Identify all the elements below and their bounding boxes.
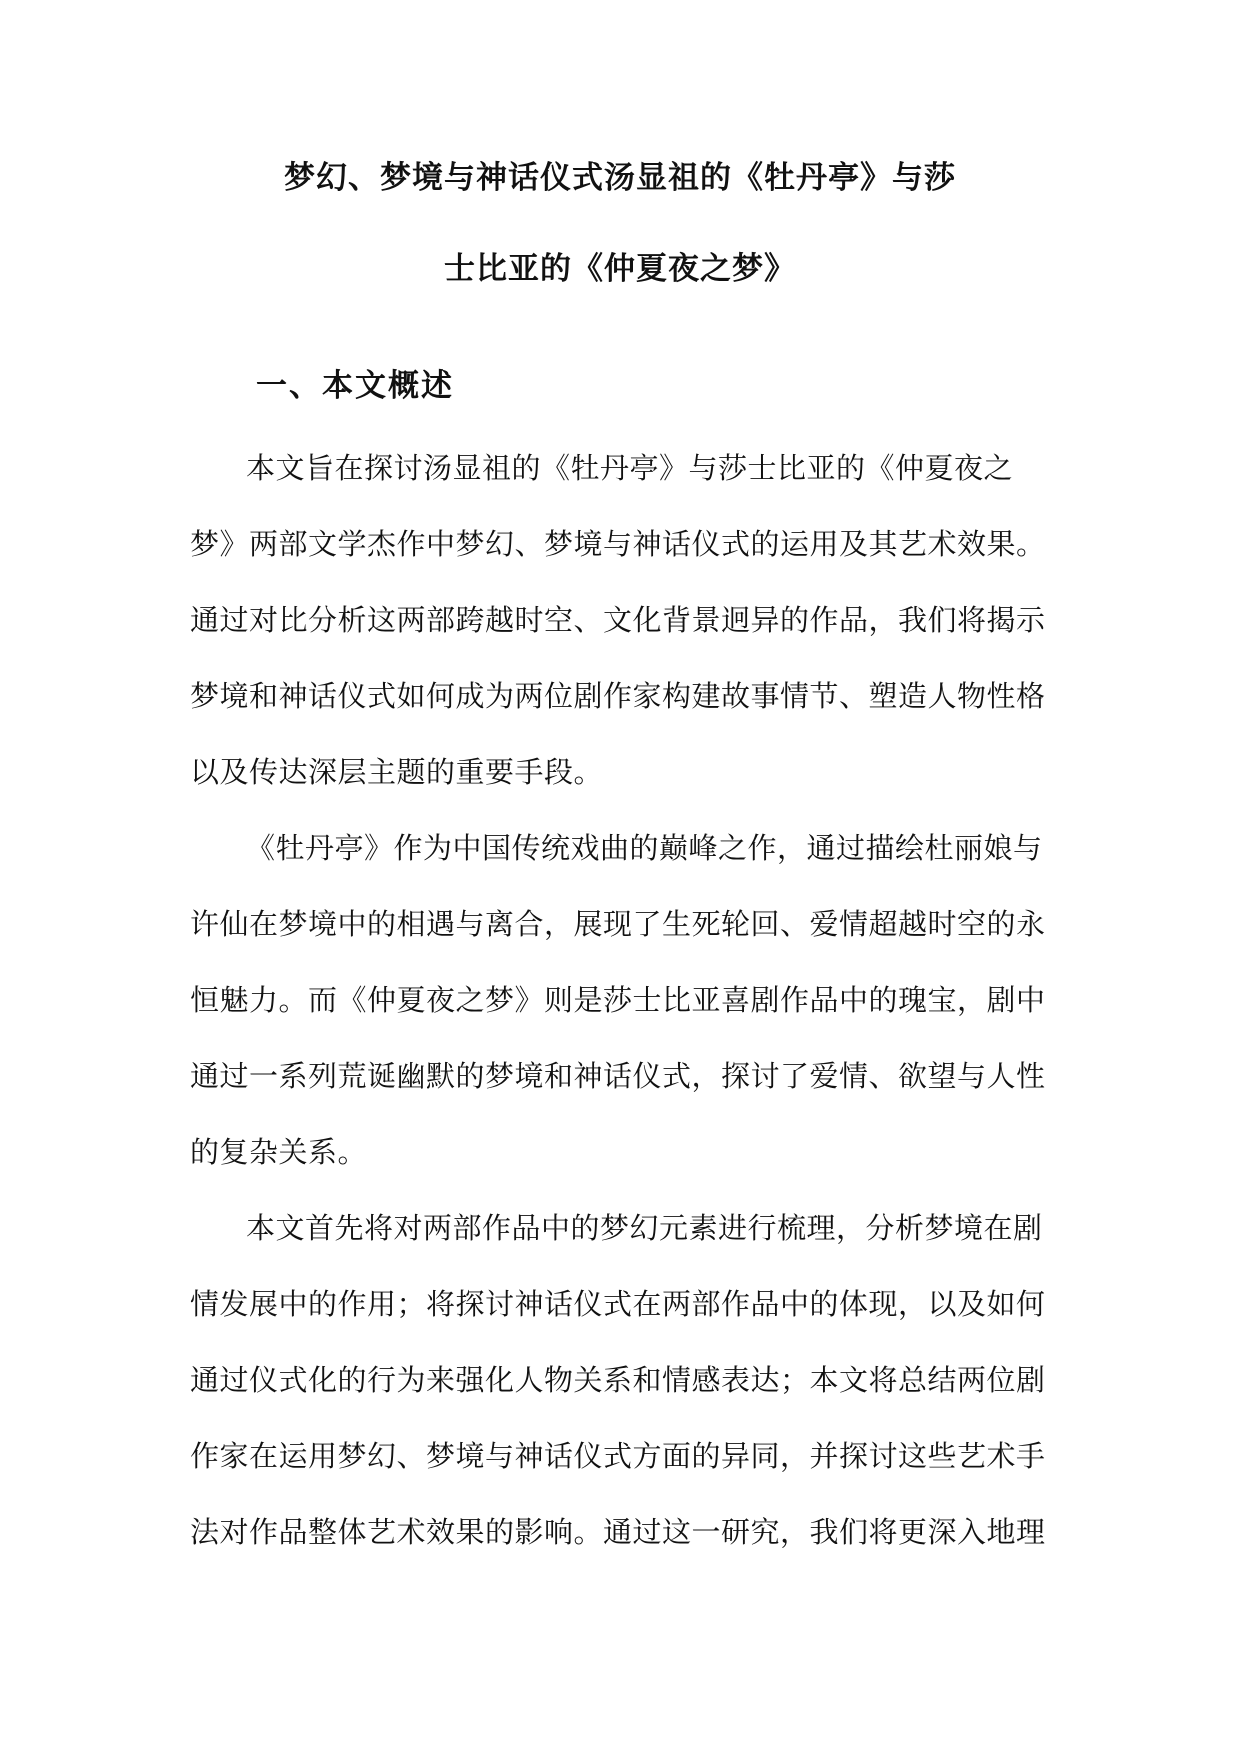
paragraph-2-line-2: 许仙在梦境中的相遇与离合，展现了生死轮回、爱情超越时空的永 <box>190 907 1046 941</box>
paragraph-3-line-3: 通过仪式化的行为来强化人物关系和情感表达；本文将总结两位剧 <box>190 1363 1046 1397</box>
paragraph-1-line-1: 本文旨在探讨汤显祖的《牡丹亭》与莎士比亚的《仲夏夜之 <box>246 451 1014 485</box>
document-title-line-2: 士比亚的《仲夏夜之梦》 <box>444 251 796 287</box>
paragraph-3-line-4: 作家在运用梦幻、梦境与神话仪式方面的异同，并探讨这些艺术手 <box>190 1439 1046 1473</box>
paragraph-1-line-3: 通过对比分析这两部跨越时空、文化背景迥异的作品，我们将揭示 <box>190 603 1046 637</box>
paragraph-2-line-3: 恒魅力。而《仲夏夜之梦》则是莎士比亚喜剧作品中的瑰宝，剧中 <box>190 983 1046 1017</box>
document-title-line-1: 梦幻、梦境与神话仪式汤显祖的《牡丹亭》与莎 <box>284 160 956 196</box>
paragraph-1-line-4: 梦境和神话仪式如何成为两位剧作家构建故事情节、塑造人物性格 <box>190 679 1046 713</box>
paragraph-2-line-5: 的复杂关系。 <box>190 1135 368 1169</box>
paragraph-2-line-1: 《牡丹亭》作为中国传统戏曲的巅峰之作，通过描绘杜丽娘与 <box>246 831 1043 865</box>
paragraph-3-line-1: 本文首先将对两部作品中的梦幻元素进行梳理，分析梦境在剧 <box>246 1211 1043 1245</box>
paragraph-3-line-5: 法对作品整体艺术效果的影响。通过这一研究，我们将更深入地理 <box>190 1515 1046 1549</box>
paragraph-1-line-5: 以及传达深层主题的重要手段。 <box>190 755 604 789</box>
section-heading: 一、本文概述 <box>256 368 454 404</box>
paragraph-1-line-2: 梦》两部文学杰作中梦幻、梦境与神话仪式的运用及其艺术效果。 <box>190 527 1046 561</box>
paragraph-3-line-2: 情发展中的作用；将探讨神话仪式在两部作品中的体现，以及如何 <box>190 1287 1046 1321</box>
paragraph-2-line-4: 通过一系列荒诞幽默的梦境和神话仪式，探讨了爱情、欲望与人性 <box>190 1059 1046 1093</box>
